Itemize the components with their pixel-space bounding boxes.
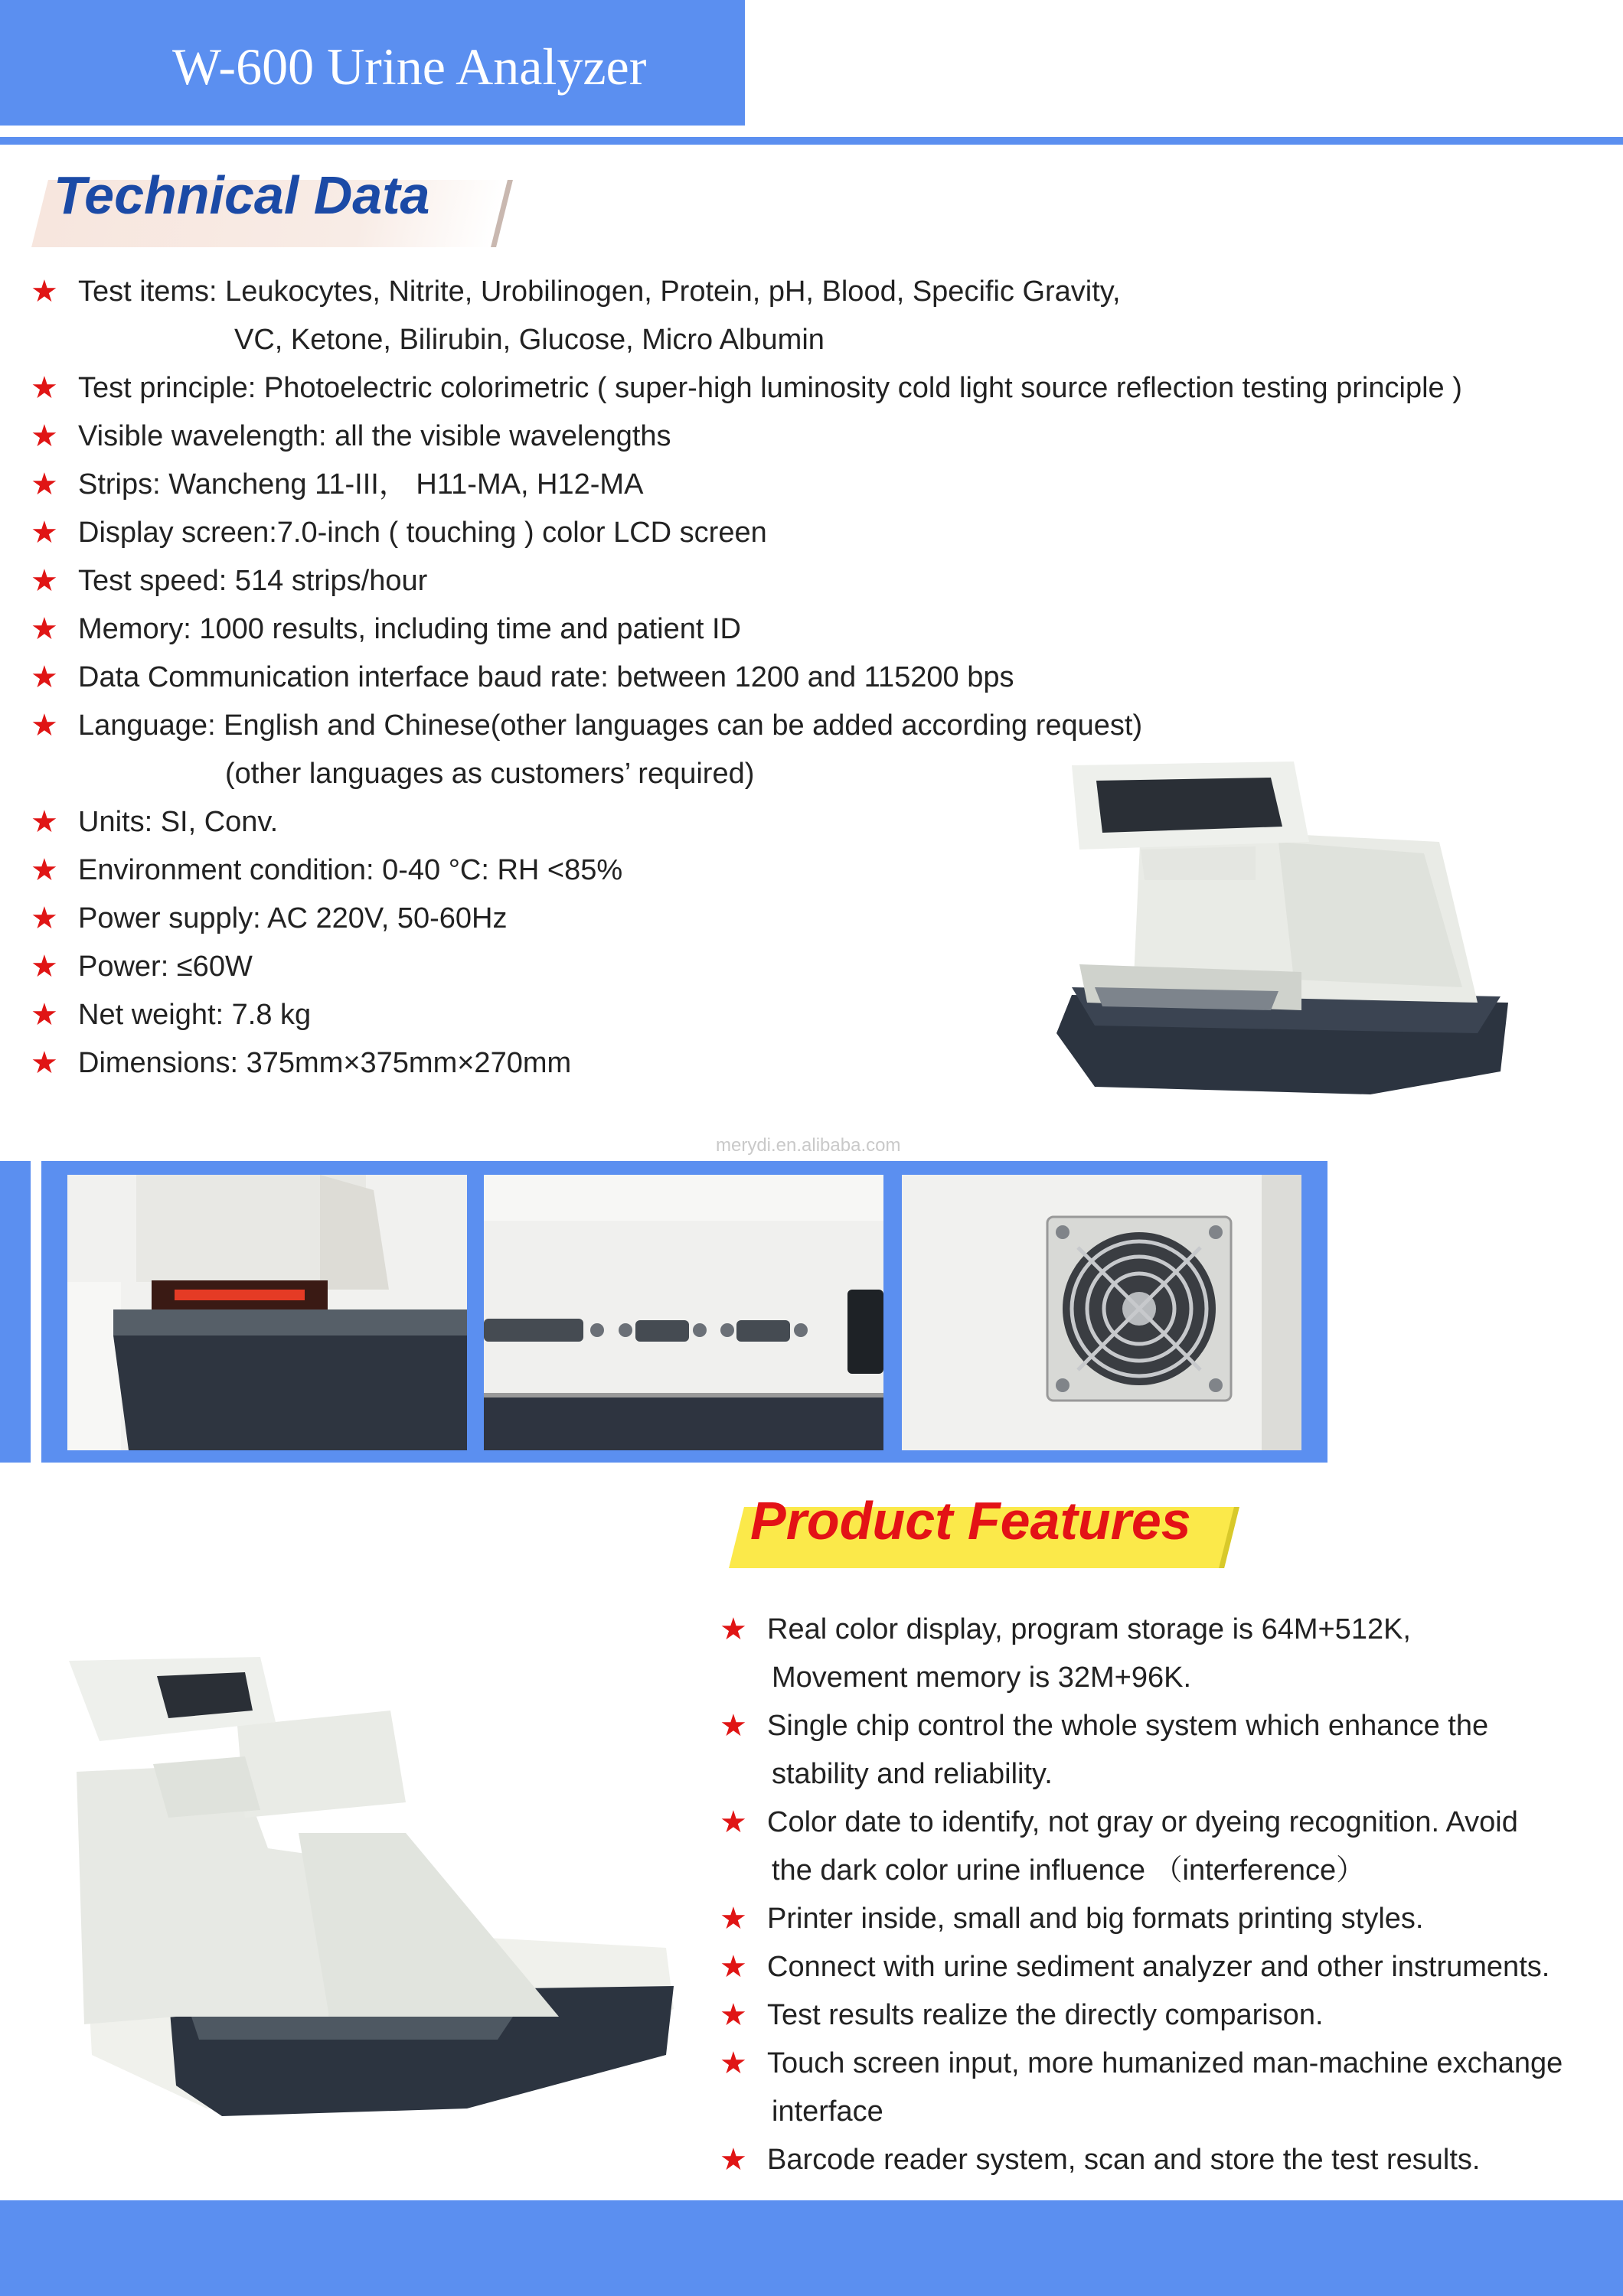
strip-reader-light-photo: [67, 1175, 467, 1450]
title-banner: [0, 0, 745, 126]
product-features-banner: [727, 1489, 1248, 1580]
list-item-text-continued: stability and reliability.: [772, 1758, 1053, 1790]
list-item: [31, 461, 1608, 509]
analyzer-illustration-icon: [1049, 758, 1523, 1140]
list-item-text: Single chip control the whole system which enhance the: [767, 1710, 1489, 1742]
red-star-icon: ★: [31, 516, 58, 550]
list-item-text: Test items: Leukocytes, Nitrite, Urobilinogen, Protein, pH, Blood, Specific Gravity,: [78, 276, 1121, 308]
red-star-icon: ★: [31, 468, 58, 501]
analyzer-photo-large: [69, 1657, 681, 2147]
list-item: [31, 557, 1608, 605]
serial-ports-photo: [484, 1175, 883, 1450]
list-item-text: Test speed: 514 strips/hour: [78, 565, 428, 597]
technical-data-heading: Technical Data: [54, 165, 430, 225]
list-item-text: Barcode reader system, scan and store the test results.: [767, 2144, 1481, 2176]
list-item: [720, 1702, 1615, 1799]
list-item: [31, 413, 1608, 461]
list-item-text-continued: interface: [772, 2095, 883, 2128]
list-item-text: Test principle: Photoelectric colorimetric ( super-high luminosity cold light source reflection testing principle ): [78, 372, 1462, 404]
list-item-text: Visible wavelength: all the visible wavelengths: [78, 420, 671, 452]
list-item-text: Dimensions: 375mm×375mm×270mm: [78, 1047, 572, 1079]
cooling-fan-icon: [902, 1175, 1301, 1450]
strip-reader-light-icon: [67, 1175, 467, 1450]
list-item-text: Strips: Wancheng 11-III， H11-MA, H12-MA: [78, 468, 644, 501]
blue-side-bar: [0, 1161, 31, 1463]
red-star-icon: ★: [31, 371, 58, 405]
list-item-text: Memory: 1000 results, including time and patient ID: [78, 613, 741, 645]
red-star-icon: ★: [720, 1805, 747, 1839]
footer-band: [0, 2200, 1623, 2296]
list-item: [31, 509, 1608, 557]
red-star-icon: ★: [31, 419, 58, 453]
list-item-text: Test results realize the directly comparison.: [767, 1999, 1324, 2031]
list-item-text: Language: English and Chinese(other languages can be added according request): [78, 709, 1143, 742]
list-item-text: Power supply: AC 220V, 50-60Hz: [78, 902, 508, 934]
list-item-text: Real color display, program storage is 64M+512K,: [767, 1613, 1411, 1645]
red-star-icon: ★: [720, 1709, 747, 1743]
watermark-text: merydi.en.alibaba.com: [716, 1135, 901, 1156]
list-item-text-continued: VC, Ketone, Bilirubin, Glucose, Micro Albumin: [234, 324, 825, 356]
list-item: [31, 268, 1608, 364]
analyzer-illustration-large-icon: [69, 1657, 681, 2147]
red-star-icon: ★: [31, 564, 58, 598]
red-star-icon: ★: [31, 1046, 58, 1080]
red-star-icon: ★: [31, 275, 58, 308]
analyzer-photo: [1049, 758, 1523, 1140]
list-item: [31, 364, 1608, 413]
red-star-icon: ★: [720, 2047, 747, 2080]
list-item-text-continued: the dark color urine influence （interference）: [772, 1854, 1366, 1887]
technical-data-banner: [32, 157, 522, 249]
red-star-icon: ★: [720, 1902, 747, 1936]
list-item: [720, 1991, 1615, 2040]
red-star-icon: ★: [31, 902, 58, 935]
red-star-icon: ★: [31, 660, 58, 694]
red-star-icon: ★: [31, 612, 58, 646]
list-item: [720, 1799, 1615, 1895]
red-star-icon: ★: [720, 1950, 747, 1984]
list-item-text: Power: ≤60W: [78, 951, 253, 983]
list-item-text: Color date to identify, not gray or dyeing recognition. Avoid: [767, 1806, 1518, 1838]
list-item-text: Touch screen input, more humanized man-machine exchange: [767, 2047, 1563, 2079]
list-item-text: Net weight: 7.8 kg: [78, 999, 312, 1031]
red-star-icon: ★: [31, 709, 58, 742]
list-item: [720, 1895, 1615, 1943]
list-item: [720, 1943, 1615, 1991]
list-item-text: Connect with urine sediment analyzer and other instruments.: [767, 1951, 1550, 1983]
header-rule: [0, 137, 1623, 145]
list-item: [720, 1606, 1615, 1702]
red-star-icon: ★: [31, 950, 58, 983]
red-star-icon: ★: [31, 853, 58, 887]
red-star-icon: ★: [720, 1998, 747, 2032]
list-item: [31, 605, 1608, 654]
list-item-text: Units: SI, Conv.: [78, 806, 279, 838]
red-star-icon: ★: [720, 2143, 747, 2177]
list-item: [720, 2040, 1615, 2136]
serial-ports-icon: [484, 1175, 883, 1450]
red-star-icon: ★: [31, 998, 58, 1032]
list-item-text: Environment condition: 0-40 °C: RH <85%: [78, 854, 623, 886]
red-star-icon: ★: [31, 805, 58, 839]
list-item-text: Printer inside, small and big formats printing styles.: [767, 1903, 1424, 1935]
product-features-heading: Product Features: [750, 1491, 1191, 1551]
list-item: [31, 654, 1608, 702]
list-item-text: Data Communication interface baud rate: between 1200 and 115200 bps: [78, 661, 1014, 693]
list-item-text: Display screen:7.0-inch ( touching ) color LCD screen: [78, 517, 767, 549]
cooling-fan-photo: [902, 1175, 1301, 1450]
page-title: W-600 Urine Analyzer: [172, 38, 647, 96]
list-item: [720, 2136, 1615, 2184]
list-item-text-continued: (other languages as customers’ required): [225, 758, 755, 790]
red-star-icon: ★: [720, 1613, 747, 1646]
product-features-list: [720, 1606, 1615, 2184]
list-item-text-continued: Movement memory is 32M+96K.: [772, 1662, 1192, 1694]
